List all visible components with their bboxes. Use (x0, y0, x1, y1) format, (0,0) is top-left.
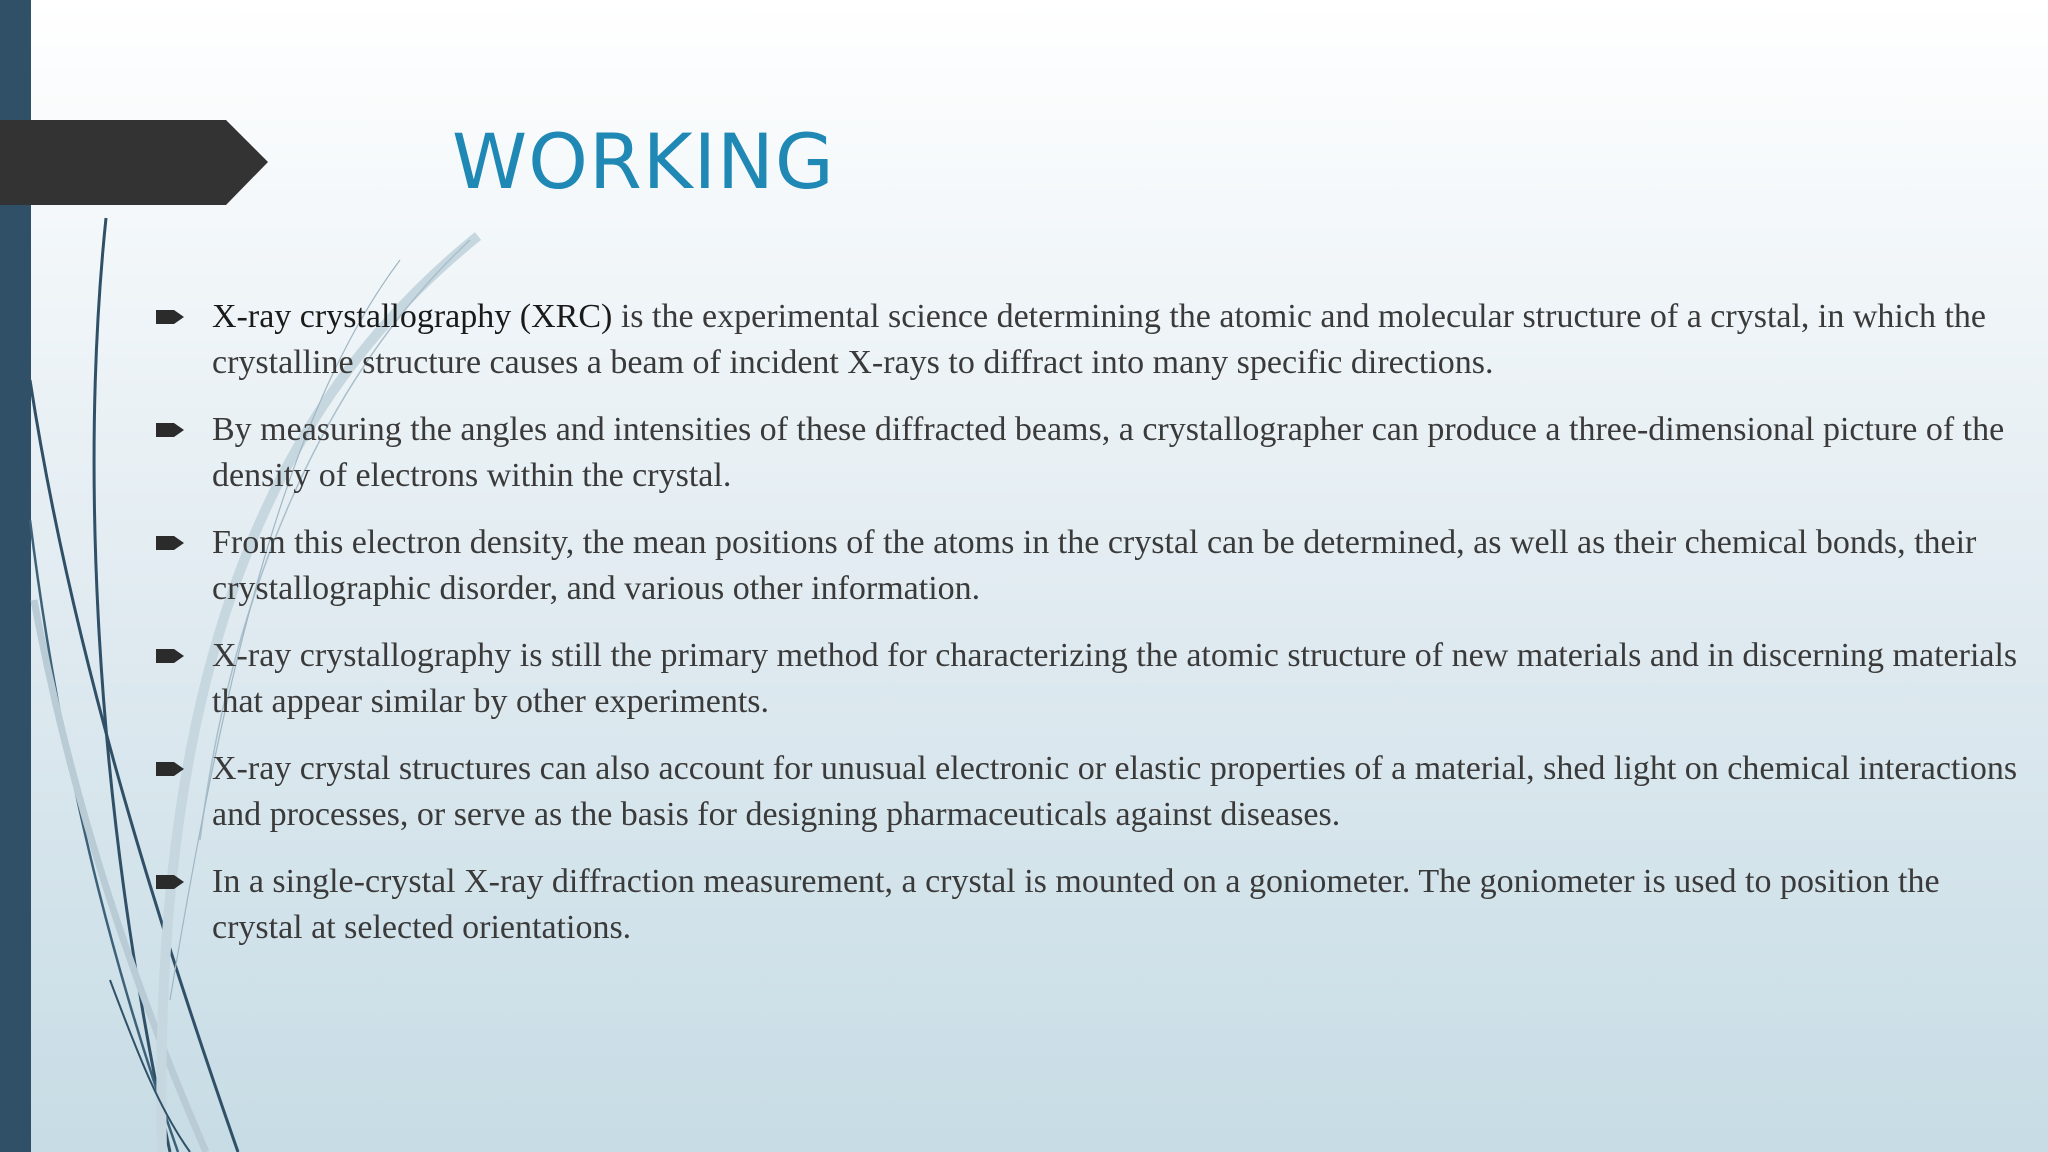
arrow-bullet-icon (156, 646, 186, 666)
arrow-bullet-icon (156, 872, 186, 892)
bullet-text: From this electron density, the mean positions of the atoms in the crystal can be determined, as well as their chemical bonds, their crystallographic disorder, and various other information. (212, 524, 1977, 607)
arrow-bullet-icon (156, 420, 186, 440)
bullet-text: In a single-crystal X-ray diffraction measurement, a crystal is mounted on a goniometer. The goniometer is used to position the crystal at selected orientations. (212, 863, 1940, 946)
arrow-bullet-icon (156, 759, 186, 779)
bullet-text: X-ray crystallography is still the primary method for characterizing the atomic structure of new materials and in discerning materials that appear similar by other experiments. (212, 637, 2018, 720)
bullet-item (156, 859, 2026, 951)
bullet-text: X-ray crystal structures can also account for unusual electronic or elastic properties of a material, shed light on chemical interactions and processes, or serve as the basis for designing pharmaceuticals against diseases. (212, 750, 2018, 833)
bullet-item (156, 407, 2026, 499)
arrow-bullet-icon (156, 533, 186, 553)
title-arrow-banner (0, 120, 268, 205)
bullet-text: By measuring the angles and intensities of these diffracted beams, a crystallographer can produce a three-dimensional picture of the density of electrons within the crystal. (212, 411, 2005, 494)
bullet-item (156, 746, 2026, 838)
bullet-text: is the experimental science determining the atomic and molecular structure of a crystal, in which the crystalline structure causes a beam of incident X-rays to diffract into many specific directions. (212, 298, 1987, 381)
bullet-item (156, 294, 2026, 386)
bullet-item (156, 633, 2026, 725)
slide-title: WORKING (452, 117, 835, 206)
arrow-bullet-icon (156, 307, 186, 327)
bullet-item (156, 520, 2026, 612)
bullet-lead-term: X-ray crystallography (XRC) (212, 298, 613, 335)
bullet-list (156, 294, 2026, 972)
